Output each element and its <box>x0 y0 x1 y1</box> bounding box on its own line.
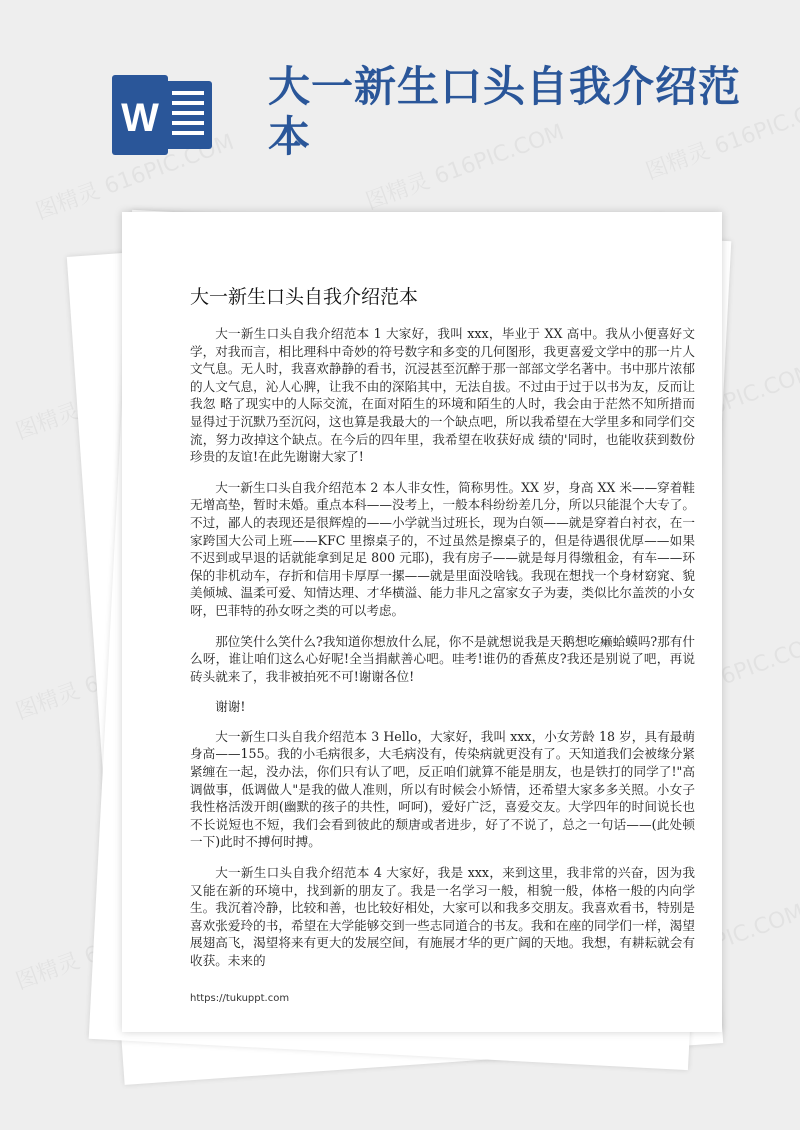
paragraph: 大一新生口头自我介绍范本 3 Hello，大家好，我叫 xxx，小女芳龄 18 岁，具有最萌身高——155。我的小毛病很多，大毛病没有，传染病就更没有了。天知道我们会被缘分紧紧缠在一起，没办法，你们只有认了吧，反正咱们就算不能是朋友，也是铁打的同学了!"高调做事，低调做人"是我的做人准则，所以有时候会小矫情，还希望大家多多关照。小女子我性格活泼开朗(幽默的孩子的共性，呵呵)，爱好广泛，喜爱交友。大学四年的时间说长也不长说短也不短，我们会看到彼此的颓唐或者进步，好了不说了，总之一句话——(此处顿一下)此时不搏何时搏。 <box>190 728 695 850</box>
paragraph: 大一新生口头自我介绍范本 2 本人非女性，简称男性。XX 岁，身高 XX 米——穿着鞋无增高垫，暂时未婚。重点本科——没考上，一般本科纷纷差几分，所以只能混个大专了。不过，鄙人的表现还是很辉煌的——小学就当过班长，现为白领——就是穿着白衬衣，在一家跨国大公司上班——KFC 里擦桌子的，不过虽然是擦桌子的，但是待遇很优厚——如果不迟到或早退的话就能拿到足足 800 元耶)，我有房子——就是每月得缴租金，有车——环保的非机动车，存折和信用卡厚厚一摞——就是里面没啥钱。我现在想找一个身材窈窕、貌美倾城、温柔可爱、知情达理、才华横溢、能力非凡之富家女子为妻，类似比尔盖茨的小女呀，巴菲特的孙女呀之类的可以考虑。 <box>190 479 695 618</box>
header-title: 大一新生口头自我介绍范本 <box>268 62 742 161</box>
svg-text:W: W <box>121 96 159 140</box>
word-document-icon <box>112 75 218 155</box>
paragraph: 谢谢! <box>215 699 246 715</box>
paragraph: 大一新生口头自我介绍范本 1 大家好，我叫 xxx，毕业于 XX 高中。我从小便喜好文学，对我而言，相比理科中奇妙的符号数字和多变的几何图形，我更喜爱文学中的那一片人文气息。无人时，我喜欢静静的看书，沉浸甚至沉醉于那一部部文学名著中。书中那片浓郁的人文气息，沁人心脾，让我不由的深陷其中，无法自拔。不过由于过于以书为友，反而让我忽 略了现实中的人际交流，在面对陌生的环境和陌生的人时，我会由于茫然不知所措而显得过于沉默乃至沉闷，这也算是我最大的一个缺点吧，所以我希望在大学里多和同学们交流，努力改掉这个缺点。在今后的四年里，我希望在收获好成 绩的'同时，也能收获到数份珍贵的友谊!在此先谢谢大家了! <box>190 326 695 465</box>
footer-url: https://tukuppt.com <box>190 993 290 1004</box>
paragraph: 那位笑什么笑什么?我知道你想放什么屁，你不是就想说我是天鹅想吃癞蛤蟆吗?那有什么呀，谁让咱们这么心好呢!全当捐献善心吧。哇考!谁仍的香蕉皮?我还是别说了吧，再说砖头就来了，我非被拍死不可!谢谢各位! <box>190 633 695 684</box>
document-title: 大一新生口头自我介绍范本 <box>190 286 419 308</box>
document-body <box>190 325 695 983</box>
document-page <box>122 212 722 1032</box>
paragraph: 大一新生口头自我介绍范本 4 大家好，我是 xxx，来到这里，我非常的兴奋，因为我又能在新的环境中，找到新的朋友了。我是一名学习一般，相貌一般，体格一般的内向学生。我沉着冷静，比较和善，也比较好相处，大家可以和我多交朋友。我喜欢看书，特别是喜欢张爱玲的书，希望在大学能够交到一些志同道合的书友。我和在座的同学们一样，渴望展翅高飞，渴望将来有更大的发展空间，有施展才华的更广阔的天地。我想，有耕耘就会有收获。未来的 <box>190 865 695 968</box>
